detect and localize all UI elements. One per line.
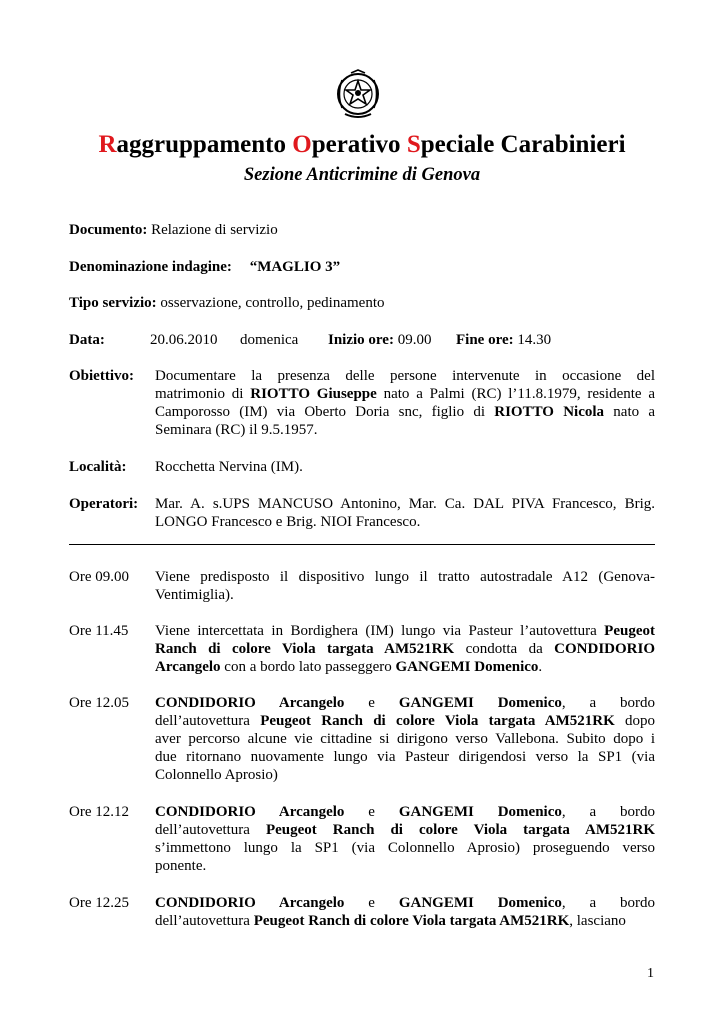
fine-value: 14.30 <box>517 332 552 348</box>
separator-line <box>69 544 655 545</box>
text: Mar. A. s.UPS MANCUSO Antonino, Mar. Ca. DAL PIVA Francesco, Brig. <box>155 496 655 512</box>
entry-time: Ore 12.25 <box>69 895 129 911</box>
entry-time: Ore 12.05 <box>69 695 129 711</box>
fine-row <box>456 331 551 349</box>
tipo-servizio-label: Tipo servizio: <box>69 295 157 311</box>
text: nato a Palmi (RC) l’11.8.1979, residente a <box>376 386 655 402</box>
text: . <box>538 659 543 675</box>
entry-text <box>155 694 655 784</box>
text-line <box>155 367 655 385</box>
obiettivo-text <box>155 367 655 439</box>
inizio-row <box>328 331 431 349</box>
bold-text: GANGEMI Domenico <box>398 695 562 711</box>
documento-value: Relazione di servizio <box>151 222 278 238</box>
localita-label: Località: <box>69 459 127 475</box>
text: Seminara (RC) il 9.5.1957. <box>155 422 318 438</box>
page-number: 1 <box>647 966 654 981</box>
indagine-value: “MAGLIO 3” <box>249 259 341 275</box>
text-line <box>155 839 655 857</box>
entry-text <box>155 568 655 604</box>
tipo-servizio-value: osservazione, controllo, pedinamento <box>160 295 385 311</box>
text-line <box>155 403 655 421</box>
text: Ventimiglia). <box>155 587 234 603</box>
entry-text <box>155 803 655 875</box>
bold-text: Peugeot <box>604 623 655 639</box>
bold-text: Peugeot Ranch di colore Viola targata AM521RK <box>253 913 570 929</box>
text-line <box>155 622 655 640</box>
text: nato a <box>604 404 655 420</box>
title-initial: S <box>406 131 421 158</box>
entry-text <box>155 622 655 676</box>
text-line <box>155 694 655 712</box>
data-label: Data: <box>69 332 105 348</box>
bold-text: GANGEMI Domenico <box>395 659 539 675</box>
text-line <box>155 568 655 586</box>
entry-text <box>155 894 655 930</box>
text-line <box>155 712 655 730</box>
text: Viene intercettata in Bordighera (IM) lungo via Pasteur l’autovettura <box>155 623 605 639</box>
text: , a bordo <box>561 895 656 911</box>
bold-text: CONDIDORIO Arcangelo <box>155 804 345 820</box>
text-line <box>155 385 655 403</box>
bold-text: GANGEMI Domenico <box>398 895 562 911</box>
page-title <box>0 130 724 160</box>
text-line <box>155 421 655 439</box>
text: con a bordo lato passeggero <box>220 659 396 675</box>
bold-text: GANGEMI Domenico <box>398 804 562 820</box>
text: , a bordo <box>561 804 656 820</box>
operatori-label: Operatori: <box>69 496 139 512</box>
text: s’immettono lungo la SP1 (via Colonnello Aprosio) proseguendo verso <box>155 840 655 856</box>
text-line <box>155 495 655 513</box>
operatori-text <box>155 495 655 531</box>
text-line <box>155 821 655 839</box>
text: e <box>344 895 399 911</box>
text: LONGO Francesco e Brig. NIOI Francesco. <box>155 514 421 530</box>
text: Colonnello Aprosio) <box>155 767 278 783</box>
text-line <box>155 748 655 766</box>
entry-time: Ore 09.00 <box>69 569 129 585</box>
text-line <box>155 658 655 676</box>
text: Camporosso (IM) via Oberto Doria snc, figlio di <box>155 404 495 420</box>
text-line <box>155 912 655 930</box>
text-line <box>155 857 655 875</box>
bold-text: Ranch di colore Viola targata AM521RK <box>155 641 455 657</box>
bold-text: Peugeot Ranch di colore Viola targata AM521RK <box>260 713 615 729</box>
text: aver percorso alcune vie cittadine si dirigono verso Vallebona. Subito dopo i <box>155 731 655 747</box>
text-line <box>155 730 655 748</box>
indagine-row <box>69 258 340 276</box>
fine-label: Fine ore: <box>456 332 514 348</box>
text: e <box>344 804 399 820</box>
title-initial: R <box>98 131 117 158</box>
giorno-value: domenica <box>240 332 299 348</box>
localita-value: Rocchetta Nervina (IM). <box>155 459 303 475</box>
bold-text: Arcangelo <box>155 659 221 675</box>
title-text: perativo <box>311 131 407 158</box>
data-value: 20.06.2010 <box>150 332 218 348</box>
italian-republic-emblem-icon <box>333 68 383 120</box>
bold-text: CONDIDORIO Arcangelo <box>155 895 345 911</box>
text: , lasciano <box>569 913 626 929</box>
inizio-label: Inizio ore: <box>328 332 394 348</box>
bold-text: Peugeot Ranch di colore Viola targata AM521RK <box>265 822 655 838</box>
bold-text: CONDIDORIO Arcangelo <box>155 695 345 711</box>
title-initial: O <box>292 131 312 158</box>
text-line <box>155 803 655 821</box>
bold-text: RIOTTO Giuseppe <box>250 386 377 402</box>
page-subtitle: Sezione Anticrimine di Genova <box>243 165 481 185</box>
text: Documentare la presenza delle persone intervenute in occasione del <box>155 368 655 384</box>
text-line <box>155 640 655 658</box>
documento-label: Documento: <box>69 222 148 238</box>
entry-time: Ore 12.12 <box>69 804 129 820</box>
text: e <box>344 695 399 711</box>
documento-row <box>69 221 278 239</box>
text: dell’autovettura <box>155 913 254 929</box>
tipo-servizio-row <box>69 294 385 312</box>
entry-time: Ore 11.45 <box>69 623 129 639</box>
text: ponente. <box>155 858 207 874</box>
text: dell’autovettura <box>155 713 261 729</box>
text: Viene predisposto il dispositivo lungo il tratto autostradale A12 (Genova- <box>155 569 655 585</box>
text-line <box>155 513 655 531</box>
inizio-value: 09.00 <box>397 332 432 348</box>
text: matrimonio di <box>155 386 251 402</box>
title-text: peciale Carabinieri <box>420 131 626 158</box>
text: dopo <box>614 713 655 729</box>
text-line <box>155 894 655 912</box>
text: , a bordo <box>561 695 656 711</box>
indagine-label: Denominazione indagine: <box>69 259 232 275</box>
text-line <box>155 586 655 604</box>
text: due ritornano nuovamente lungo via Pasteur dirigendosi verso la SP1 (via <box>155 749 655 765</box>
text-line <box>155 766 655 784</box>
title-text: aggruppamento <box>116 131 293 158</box>
bold-text: CONDIDORIO <box>554 641 655 657</box>
text: dell’autovettura <box>155 822 266 838</box>
bold-text: RIOTTO Nicola <box>494 404 605 420</box>
obiettivo-label: Obiettivo: <box>69 368 134 384</box>
text: condotta da <box>454 641 555 657</box>
